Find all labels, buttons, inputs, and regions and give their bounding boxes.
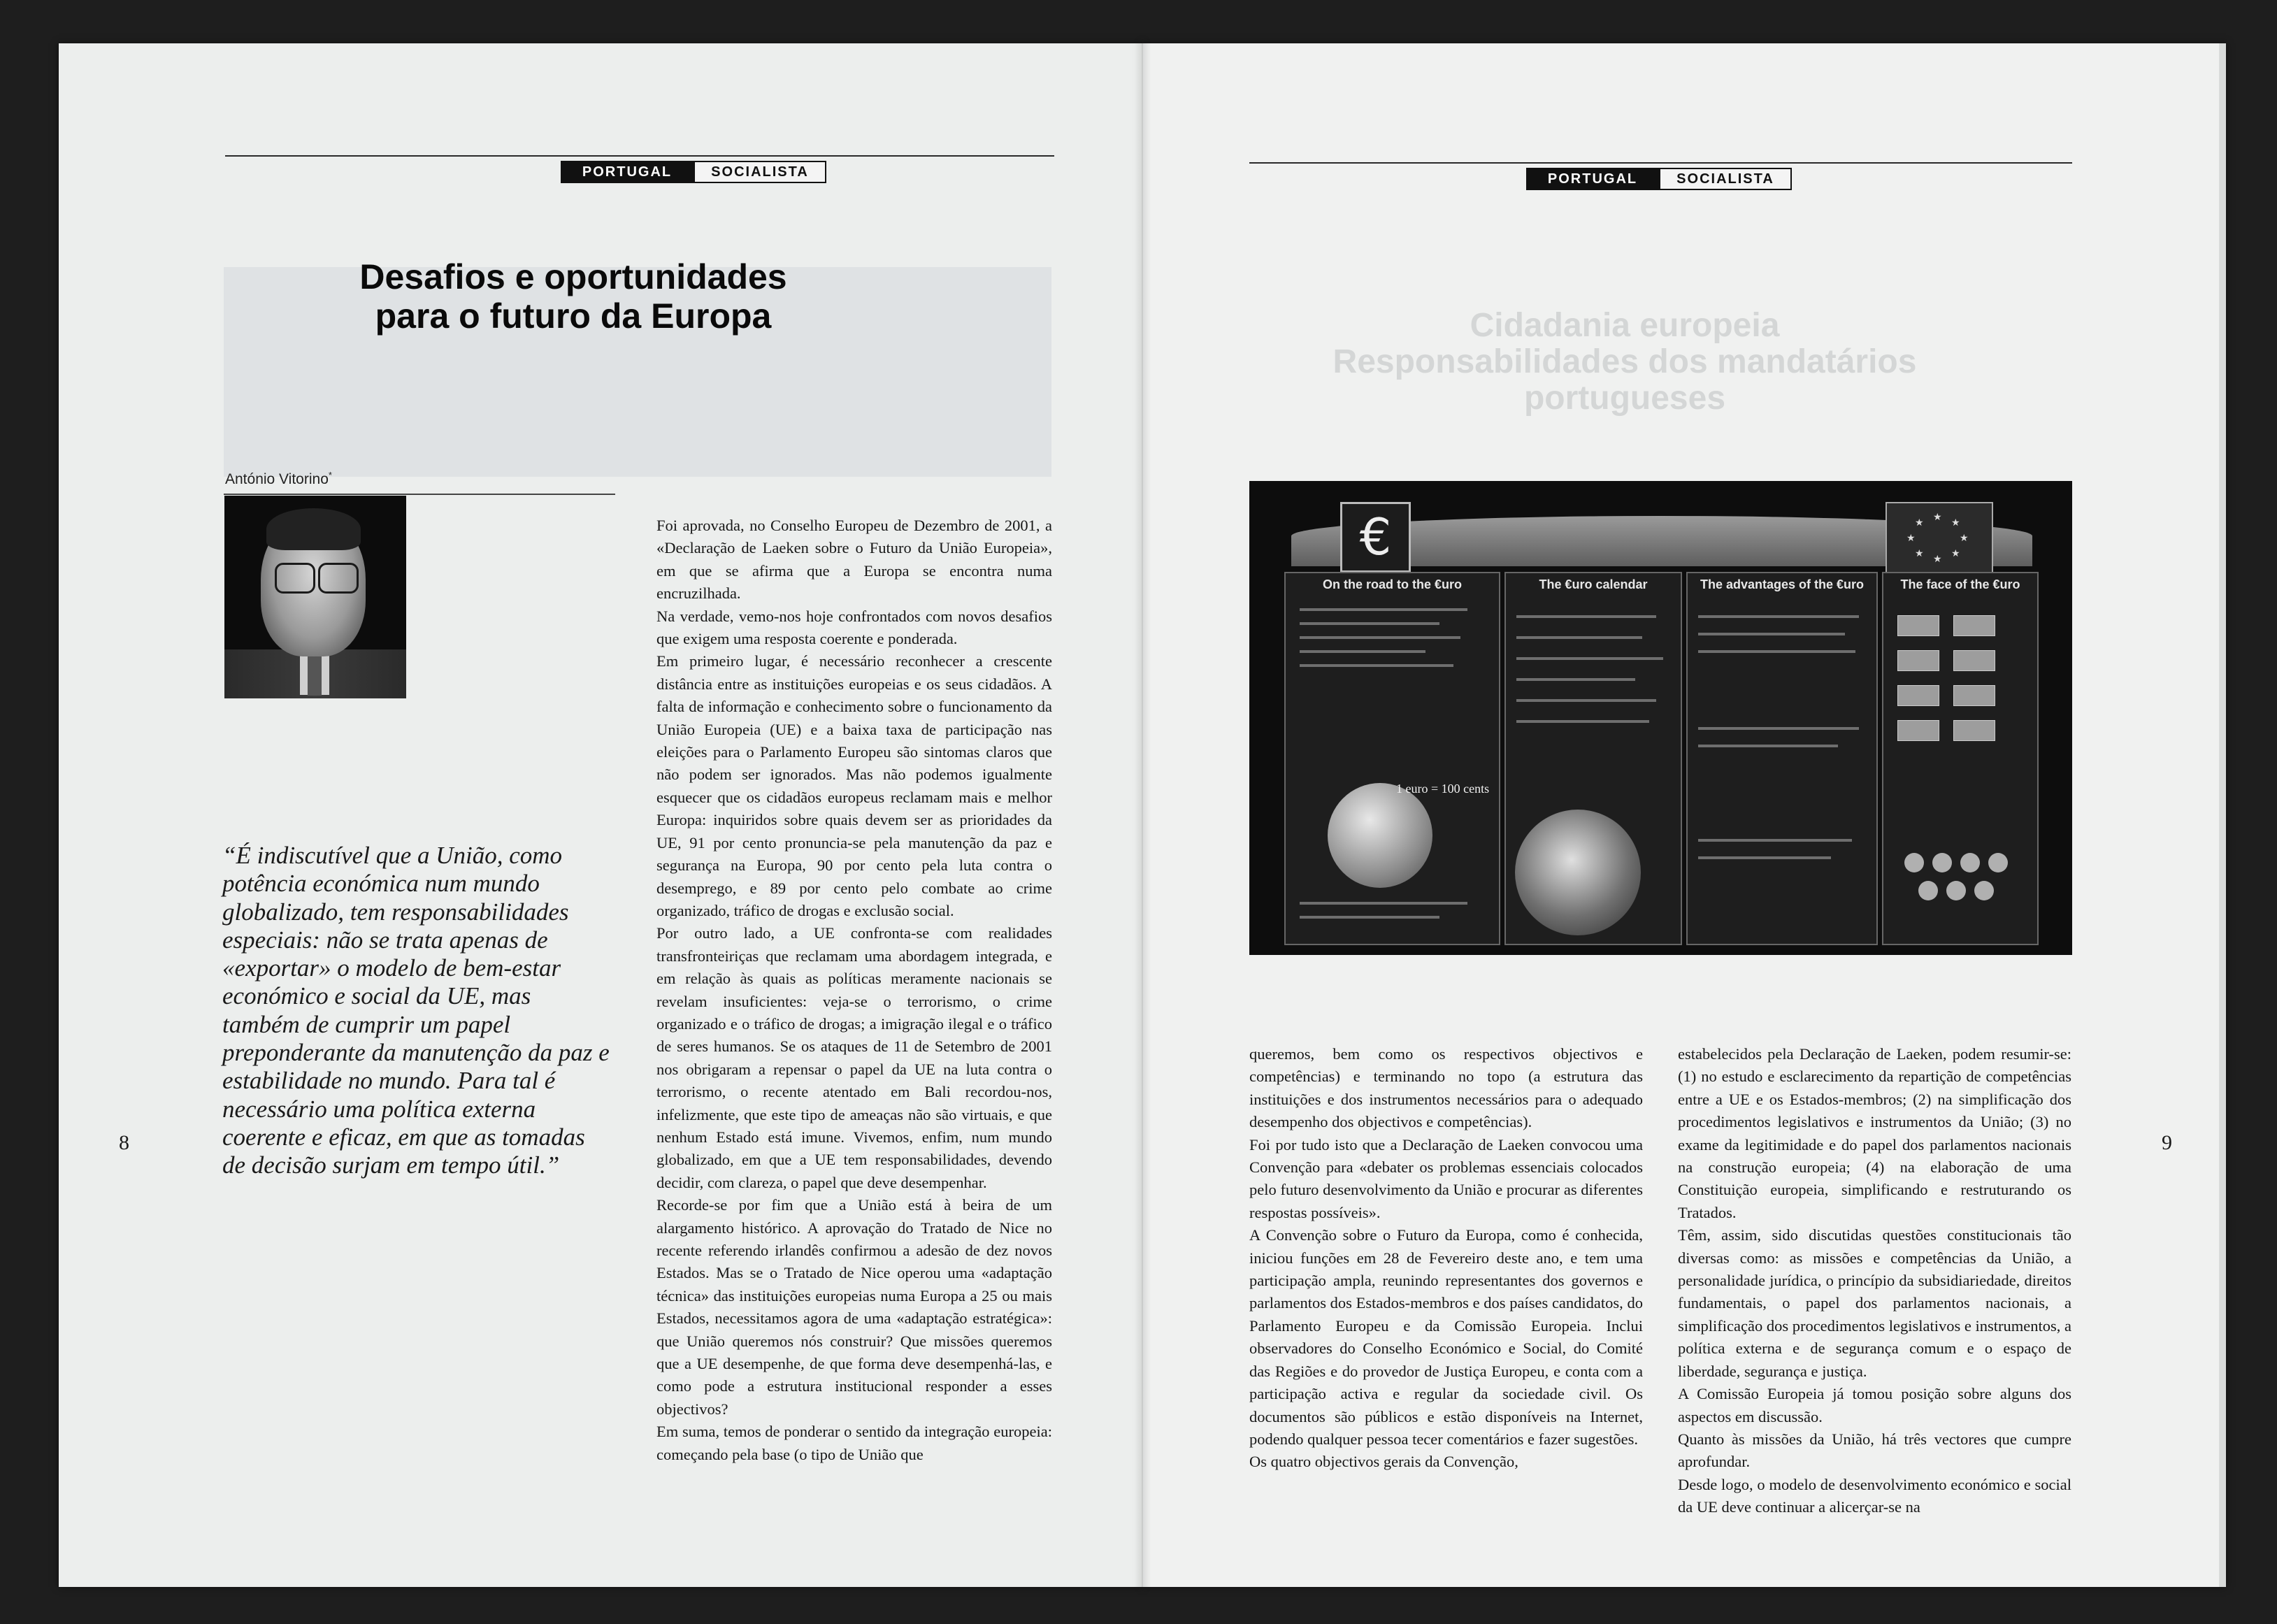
panel-calendar-label: The €uro calendar [1539, 577, 1648, 591]
text-line [1516, 636, 1642, 639]
text-line [1516, 678, 1635, 681]
panel-advantages [1686, 572, 1878, 945]
masthead [561, 161, 826, 183]
masthead-socialista: SOCIALISTA [1659, 168, 1792, 190]
text-line [1300, 916, 1439, 919]
photo-hair [266, 508, 361, 550]
article-title [224, 257, 923, 336]
text-line [1698, 727, 1859, 730]
panel-face-label: The face of the €uro [1900, 577, 2020, 591]
text-line [1516, 657, 1663, 660]
panel-road [1284, 572, 1500, 945]
body-paragraph: Desde logo, o modelo de desenvolvimento económico e social da UE deve continuar a alicerçar-se na [1678, 1475, 2071, 1516]
magazine-spread [59, 43, 2226, 1587]
author-footnote-mark: * [328, 470, 332, 480]
text-line [1516, 720, 1649, 723]
panel-face [1882, 572, 2039, 945]
author-byline [225, 470, 332, 488]
body-paragraph: A Comissão Europeia já tomou posição sobre alguns dos aspectos em discussão. [1678, 1385, 2071, 1425]
banknote-icon [1897, 720, 1939, 741]
text-line [1300, 902, 1467, 905]
show-through-line-1: Cidadania europeia [1470, 307, 1780, 344]
title-line-2: para o futuro da Europa [375, 296, 772, 336]
text-line [1300, 622, 1439, 625]
masthead-socialista: SOCIALISTA [694, 161, 826, 183]
coin-icon [1946, 881, 1966, 900]
euro-exhibition-photo [1249, 481, 2072, 955]
panel-advantages-label: The advantages of the €uro [1700, 577, 1865, 591]
masthead-portugal: PORTUGAL [1526, 168, 1659, 190]
right-body-column-1 [1249, 1043, 1643, 1483]
left-page [59, 43, 1142, 1587]
banknote-icon [1897, 650, 1939, 671]
body-paragraph: queremos, bem como os respectivos objectivos e competências) e terminando no topo (a estrutura das instituições e dos instrumentos necessários para o adequado desempenho dos objectivos e competências). [1249, 1045, 1643, 1131]
body-paragraph: Por outro lado, a UE confronta-se com realidades transfronteiriças que reclamam uma abordagem integrada, e em relação às quais as políticas meramente nacionais se revelam insuficientes: veja-se o terrorismo, o crime organizado e o tráfico de drogas; a imigração ilegal e o tráfico de seres humanos. Se os ataques de 11 de Setembro de 2001 nos obrigaram a repensar o papel da UE na luta contra o terrorismo, o recente atentado em Bali recordou-nos, infelizmente, que este tipo de ameaças não são virtuais, e que nenhum Estado está imune. Vivemos, enfim, num mundo globalizado, em que a UE tem responsabilidades, devendo decidir, com clareza, o papel que deve desempenhar. [656, 924, 1052, 1191]
coin-icon [1988, 853, 2008, 872]
body-paragraph: estabelecidos pela Declaração de Laeken, podem resumir-se: (1) no estudo e esclarecimento da repartição de competências entre a UE e os Estados-membros; (2) na simplificação dos procedimentos legislativos e instrumentos da União; (3) no exame da legitimidade e do papel dos parlamentos nacionais na construção europeia; (4) na elaboração de uma Constituição europeia, simplificando e restruturando os Tratados. [1678, 1045, 2071, 1221]
show-through-text [1240, 308, 2009, 417]
left-body-column [656, 515, 1052, 1493]
body-paragraph: Em primeiro lugar, é necessário reconhecer a crescente distância entre as instituições europeias e os seus cidadãos. A falta de informação e conhecimento sobre o funcionamento da União Europeia (UE) e a baixa taxa de participação nas eleições para o Parlamento Europeu são sintomas claros que não podem ser ignorados. Mas não podemos igualmente esquecer que os cidadãos europeus reclamam mais e melhor Europa: inquiridos sobre quais devem ser as prioridades da UE, 91 por cento pronuncia-se pela manutenção da paz e segurança na Europa, 90 por cento pela luta contra o desemprego, e 89 por cento pelo combate ao crime organizado, tráfico de drogas e exclusão social. [656, 652, 1052, 919]
header-rule [1249, 162, 2072, 164]
globe-sculpture [1515, 810, 1641, 935]
coin-icon [1918, 881, 1938, 900]
text-line [1698, 745, 1838, 747]
body-paragraph: Quanto às missões da União, há três vectores que cumpre aprofundar. [1678, 1430, 2071, 1471]
page-number-right: 9 [2162, 1131, 2172, 1154]
coin-icon [1974, 881, 1994, 900]
text-line [1698, 839, 1852, 842]
text-line [1300, 650, 1425, 653]
body-paragraph: Os quatro objectivos gerais da Convenção, [1249, 1453, 1518, 1471]
page-edge [2219, 43, 2226, 1587]
author-name: António Vitorino [225, 471, 329, 487]
page-header [1249, 162, 2072, 204]
text-line [1698, 856, 1831, 859]
banknote-icon [1953, 685, 1995, 706]
text-line [1300, 636, 1460, 639]
banknote-icon [1953, 720, 1995, 741]
page-header [225, 155, 1054, 197]
right-body-column-2 [1678, 1043, 2072, 1516]
photo-glasses-left [275, 563, 315, 594]
text-line [1516, 699, 1656, 702]
photo-glasses-right [318, 563, 359, 594]
cents-caption: 1 euro = 100 cents [1396, 782, 1490, 796]
text-line [1698, 650, 1855, 653]
body-paragraph: Têm, assim, sido discutidas questões constitucionais tão diversas como: as missões e competências da União, a personalidade jurídica, o princípio da subsidiariedade, direitos fundamentais, o papel dos parlamentos nacionais, a simplificação dos procedimentos legislativos e instrumentos, a política externa e de segurança comum e o espaço de liberdade, segurança e justiça. [1678, 1226, 2072, 1380]
body-paragraph: Em suma, temos de ponderar o sentido da integração europeia: começando pela base (o tipo de União que [656, 1423, 1052, 1463]
banknote-icon [1953, 650, 1995, 671]
binding-gutter [1134, 43, 1151, 1587]
panel-road-label: On the road to the €uro [1322, 577, 1462, 591]
body-paragraph: Na verdade, vemo-nos hoje confrontados com novos desafios que exigem uma resposta coerente e ponderada. [656, 607, 1052, 648]
header-rule [225, 155, 1054, 157]
author-photo [224, 496, 406, 690]
banknote-icon [1897, 685, 1939, 706]
show-through-line-2: Responsabilidades dos mandatários portugueses [1333, 343, 1917, 417]
author-rule [224, 494, 615, 495]
text-line [1300, 608, 1467, 611]
coin-icon [1904, 853, 1924, 872]
banknote-icon [1897, 615, 1939, 636]
body-paragraph: Recorde-se por fim que a União está à beira de um alargamento histórico. A aprovação do Tratado de Nice no recente referendo irlandês confirmou a adesão de dez novos Estados. Mas se o Tratado de Nice operou uma «adaptação técnica» das instituições europeias numa Europa a 25 ou mais Estados, necessitamos agora de uma «adaptação estratégica»: que União queremos nós construir? Que missões queremos que a UE desempenhe, de que forma deve desempenhá-las, e como pode a estrutura institucional responder a esses objectivos? [656, 1196, 1052, 1418]
euro-logo: € [1340, 502, 1411, 573]
body-paragraph: Foi aprovada, no Conselho Europeu de Dezembro de 2001, a «Declaração de Laeken sobre o Futuro da União Europeia», em que se afirma que a Europa se encontra numa encruzilhada. [656, 517, 1052, 603]
photo-tie [308, 651, 322, 696]
masthead-portugal: PORTUGAL [561, 161, 694, 183]
page-number-left: 8 [119, 1131, 129, 1154]
masthead [1526, 168, 1792, 190]
text-line [1698, 633, 1845, 635]
text-line [1516, 615, 1656, 618]
title-line-1: Desafios e oportunidades [359, 257, 787, 296]
banknote-icon [1953, 615, 1995, 636]
coin-icon [1960, 853, 1980, 872]
body-paragraph: A Convenção sobre o Futuro da Europa, como é conhecida, iniciou funções em 28 de Fevereiro deste ano, e tem uma participação ampla, reunindo representantes dos governos e parlamentos dos Estados-membros e dos países candidatos, do Parlamento Europeu e da Comissão Europeia. Inclui observadores do Conselho Económico e Social, do Comité das Regiões e do provedor de Justiça Europeu, e conta com a participação activa e regular da sociedade civil. Os documentos são públicos e estão disponíveis na Internet, podendo qualquer pessoa tecer comentários e fazer sugestões. [1249, 1226, 1643, 1448]
euro-coin-image [1328, 783, 1432, 888]
body-paragraph: Foi por tudo isto que a Declaração de Laeken convocou uma Convenção para «debater os problemas essenciais colocados pelo futuro desenvolvimento da União e procurar as diferentes respostas possíveis». [1249, 1135, 1643, 1221]
eu-flag-icon: ★ ★ ★ ★ ★ ★ ★ ★ [1885, 502, 1993, 575]
text-line [1300, 664, 1453, 667]
pull-quote: “É indiscutível que a União, como potência económica num mundo globalizado, tem responsabilidades especiais: não se trata apenas de «exportar» o modelo de bem-estar económico e social da UE, mas também de cumprir um papel preponderante da manutenção da paz e estabilidade no mundo. Para tal é necessário uma política externa coerente e eficaz, em que as tomadas de decisão surjam em tempo útil.” [222, 842, 610, 1179]
coin-icon [1932, 853, 1952, 872]
text-line [1698, 615, 1859, 618]
right-page [1142, 43, 2226, 1587]
